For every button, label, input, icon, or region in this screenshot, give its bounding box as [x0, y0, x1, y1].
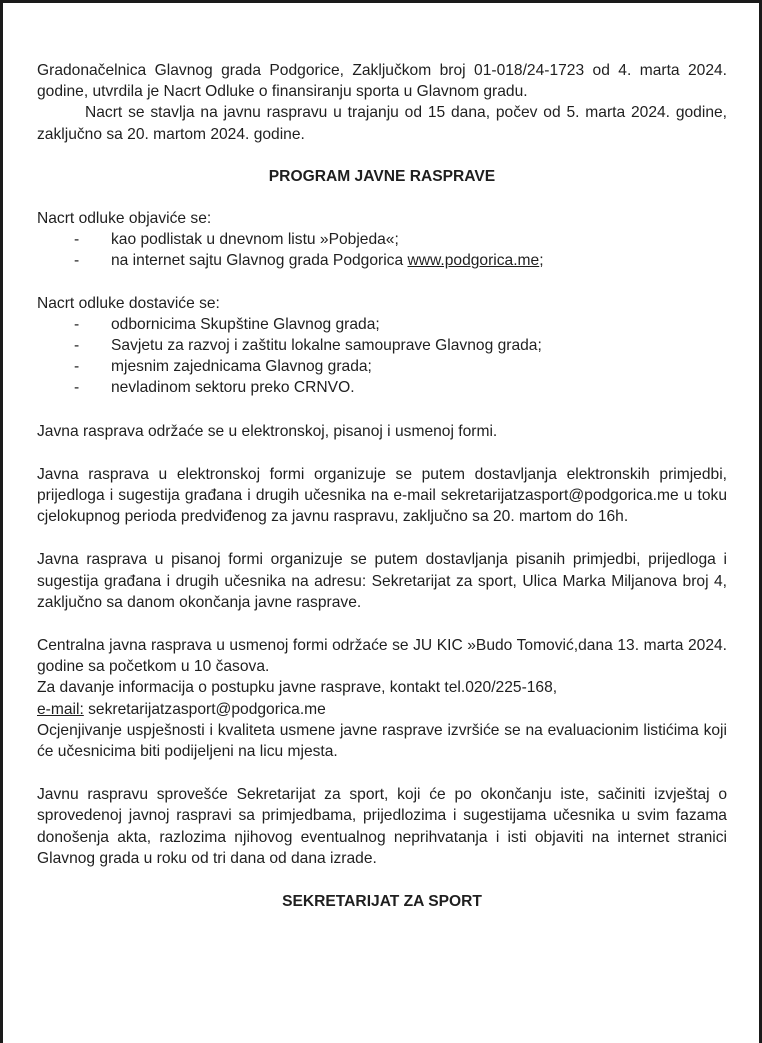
- list-item: [37, 335, 727, 356]
- publish-list: [37, 229, 727, 271]
- deliver-item-text: mjesnim zajednicama Glavnog grada;: [111, 358, 372, 376]
- email-line: [37, 699, 727, 720]
- closing-paragraph: Javnu raspravu sprovešće Sekretarijat za sport, koji će po okončanju iste, sačiniti izvještaj o sprovedenoj javnoj raspravi sa primjedbama, prijedlozima i sugestijama učesnika u svim fazama donošenja akta, razlozima njihovog eventualnog neprihvatanja i isti objaviti na internet stranici Glavnog grada u roku od tri dana od dana izrade.: [37, 786, 727, 867]
- deliver-lead: Nacrt odluke dostaviće se:: [37, 294, 220, 312]
- list-item: [37, 229, 727, 250]
- list-item: [37, 377, 727, 398]
- intro-paragraph: Gradonačelnica Glavnog grada Podgorice, Zaključkom broj 01-018/24-1723 od 4. marta 2024. godine, utvrdila je Nacrt Odluke o finansiranju sporta u Glavnom gradu.: [37, 62, 727, 101]
- list-item: [37, 314, 727, 335]
- deliver-item-text: nevladinom sektoru preko CRNVO.: [111, 379, 355, 397]
- publish-item-text: kao podlistak u dnevnom listu »Pobjeda«;: [111, 231, 399, 249]
- signature: SEKRETARIJAT ZA SPORT: [282, 893, 482, 911]
- website-link[interactable]: www.podgorica.me: [407, 252, 540, 270]
- list-dash: -: [74, 379, 80, 397]
- list-dash: -: [74, 252, 80, 270]
- contact-paragraph: Za davanje informacija o postupku javne rasprave, kontakt tel.020/225-168,: [37, 679, 558, 697]
- publish-item-text: na internet sajtu Glavnog grada Podgorica: [111, 252, 404, 270]
- email-value[interactable]: sekretarijatzasport@podgorica.me: [83, 700, 326, 718]
- forms-paragraph: Javna rasprava održaće se u elektronskoj, pisanoj i usmenoj formi.: [37, 422, 498, 440]
- website-suffix: ;: [539, 252, 544, 270]
- page-border-left: [0, 0, 3, 1043]
- central-paragraph: Centralna javna rasprava u usmenoj formi održaće se JU KIC »Budo Tomović,dana 13. marta 2024. godine sa početkom u 10 časova.: [37, 637, 727, 676]
- page-border-top: [0, 0, 762, 3]
- list-item: [37, 250, 727, 271]
- deliver-item-text: odbornicima Skupštine Glavnog grada;: [111, 315, 380, 333]
- email-label: e-mail:: [37, 700, 84, 718]
- list-item: [37, 356, 727, 377]
- intro-paragraph-2: Nacrt se stavlja na javnu raspravu u trajanju od 15 dana, počev od 5. marta 2024. godine, zaključno sa 20. martom 2024. godine.: [37, 104, 727, 143]
- document-body: [37, 60, 727, 912]
- program-heading: PROGRAM JAVNE RASPRAVE: [268, 167, 496, 185]
- publish-lead: Nacrt odluke objaviće se:: [37, 210, 212, 228]
- list-dash: -: [74, 337, 80, 355]
- electronic-paragraph: Javna rasprava u elektronskoj formi organizuje se putem dostavljanja elektronskih primjedbi, prijedloga i sugestija građana i drugih učesnika na e-mail sekretarijatzasport@podgorica.me u toku cjelokupnog perioda predviđenog za javnu raspravu, zaključno sa 20. martom do 16h.: [37, 465, 727, 526]
- list-dash: -: [74, 231, 80, 249]
- evaluation-paragraph: Ocjenjivanje uspješnosti i kvaliteta usmene javne rasprave izvršiće se na evaluacionim listićima koji će učesnicima biti podijeljeni na licu mjesta.: [37, 721, 727, 761]
- deliver-item-text: Savjetu za razvoj i zaštitu lokalne samouprave Glavnog grada;: [111, 337, 542, 355]
- list-dash: -: [74, 358, 80, 376]
- list-dash: -: [74, 315, 80, 333]
- written-paragraph: Javna rasprava u pisanoj formi organizuje se putem dostavljanja pisanih primjedbi, prijedloga i sugestija građana i drugih učesnika na adresu: Sekretarijat za sport, Ulica Marka Miljanova broj 4, zaključno sa danom okončanja javne rasprave.: [37, 551, 727, 611]
- deliver-list: [37, 314, 727, 399]
